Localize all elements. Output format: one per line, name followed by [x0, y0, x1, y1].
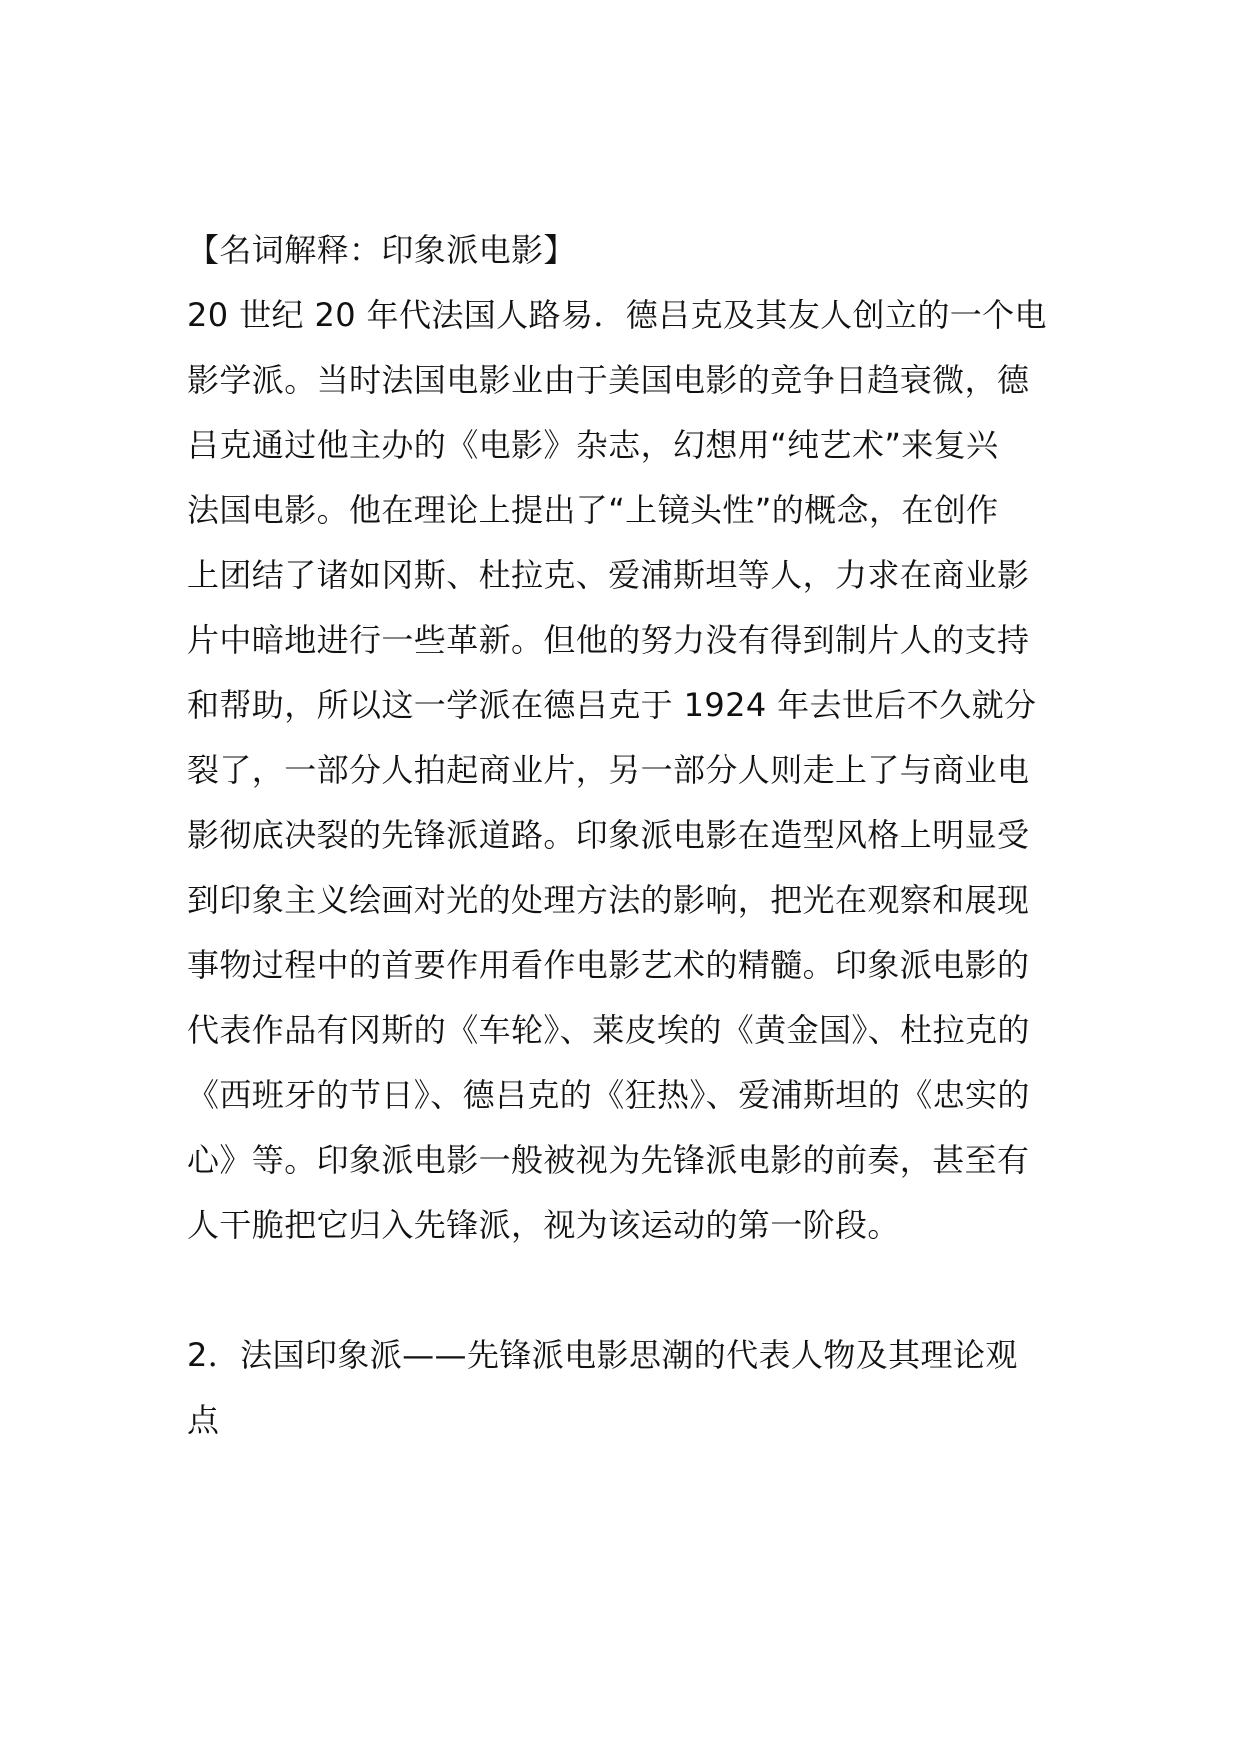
definition-line: 裂了，一部分人拍起商业片，另一部分人则走上了与商业电: [187, 751, 1030, 789]
definition-line: 影学派。当时法国电影业由于美国电影的竞争日趋衰微，德: [187, 361, 1030, 399]
term-heading: 【名词解释：印象派电影】: [187, 231, 576, 269]
paragraph-spacer: [187, 1258, 1057, 1323]
definition-line: 影彻底决裂的先锋派道路。印象派电影在造型风格上明显受: [187, 816, 1030, 854]
definition-line: 心》等。印象派电影一般被视为先锋派电影的前奏，甚至有: [187, 1141, 1030, 1179]
definition-line: 吕克通过他主办的《电影》杂志，幻想用“纯艺术”来复兴: [187, 426, 999, 464]
definition-line: 和帮助，所以这一学派在德吕克于 1924 年去世后不久就分: [187, 686, 1037, 724]
section-heading: [187, 1323, 1057, 1453]
definition-line: 20 世纪 20 年代法国人路易．德吕克及其友人创立的一个电: [187, 296, 1047, 334]
section-heading-line: 点: [187, 1401, 220, 1439]
definition-line: 《西班牙的节日》、德吕克的《狂热》、爱浦斯坦的《忠实的: [187, 1076, 1030, 1114]
section-heading-line: 2．法国印象派——先锋派电影思潮的代表人物及其理论观: [187, 1336, 1018, 1374]
definition-line: 到印象主义绘画对光的处理方法的影响，把光在观察和展现: [187, 881, 1030, 919]
document-body: [187, 218, 1057, 1453]
definition-line: 代表作品有冈斯的《车轮》、莱皮埃的《黄金国》、杜拉克的: [187, 1011, 1030, 1049]
definition-line: 片中暗地进行一些革新。但他的努力没有得到制片人的支持: [187, 621, 1030, 659]
definition-line: 上团结了诸如冈斯、杜拉克、爱浦斯坦等人，力求在商业影: [187, 556, 1030, 594]
definition-line: 人干脆把它归入先锋派，视为该运动的第一阶段。: [187, 1206, 900, 1244]
definition-line: 法国电影。他在理论上提出了“上镜头性”的概念，在创作: [187, 491, 999, 529]
definition-paragraph: [187, 283, 1057, 1258]
definition-line: 事物过程中的首要作用看作电影艺术的精髓。印象派电影的: [187, 946, 1030, 984]
